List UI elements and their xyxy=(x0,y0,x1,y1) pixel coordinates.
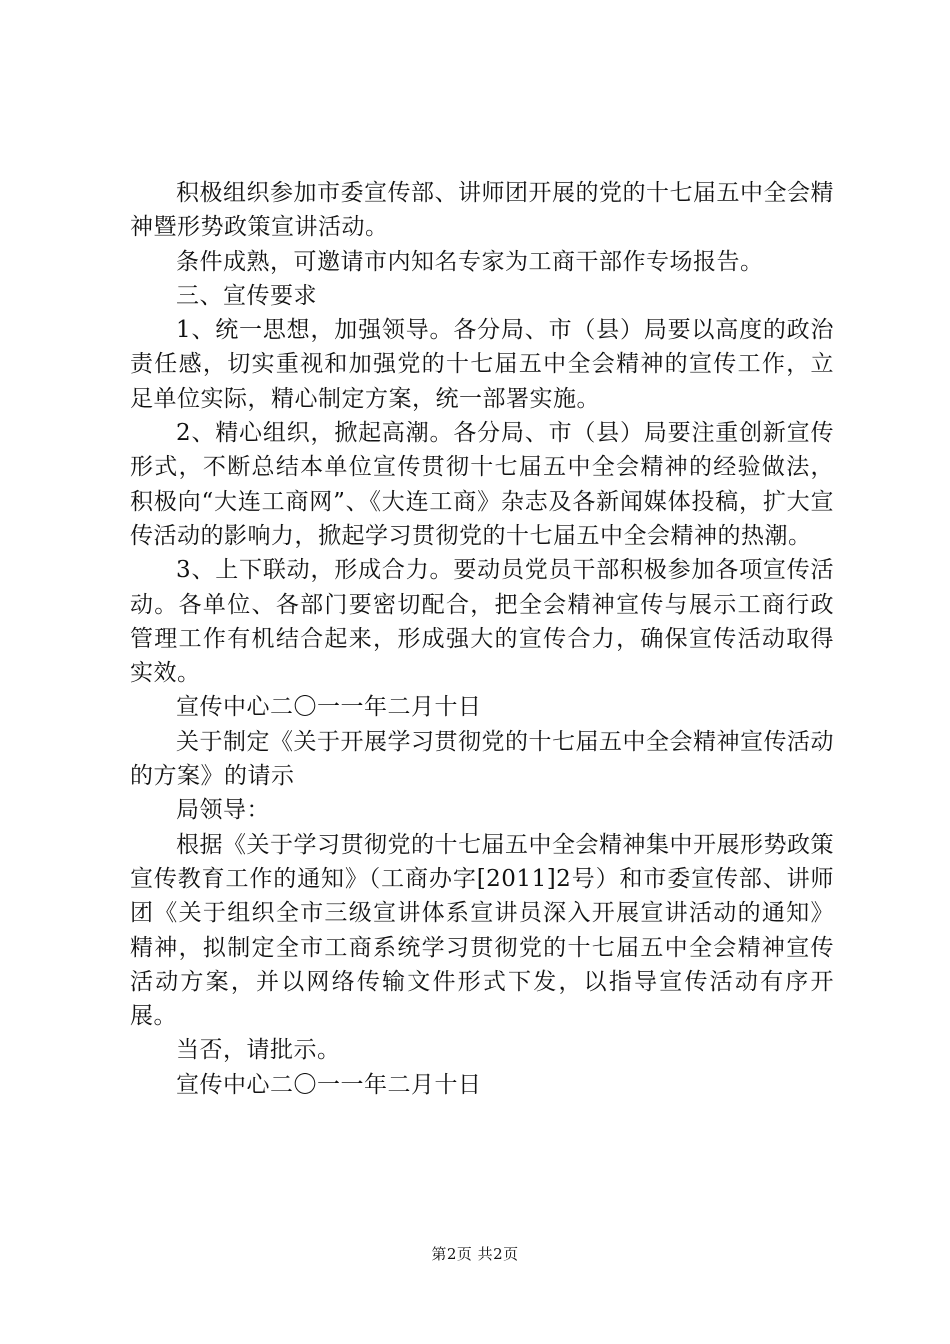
paragraph-requirement-1: 1、统一思想，加强领导。各分局、市（县）局要以高度的政治责任感，切实重视和加强党的十七届五中全会精神的宣传工作，立足单位实际，精心制定方案，统一部署实施。 xyxy=(130,317,834,412)
request-title: 关于制定《关于开展学习贯彻党的十七届五中全会精神宣传活动的方案》的请示 xyxy=(130,728,834,790)
section-heading-requirements: 三、宣传要求 xyxy=(176,282,317,309)
signature-date-2: 宣传中心二〇一一年二月十日 xyxy=(176,1071,482,1098)
paragraph-requirement-2: 2、精心组织，掀起高潮。各分局、市（县）局要注重创新宣传形式，不断总结本单位宣传贯彻十七届五中全会精神的经验做法，积极向“大连工商网”、《大连工商》杂志及各新闻媒体投稿，扩大宣传活动的影响力，掀起学习贯彻党的十七届五中全会精神的热潮。 xyxy=(130,420,834,549)
document-body xyxy=(130,176,834,1102)
page-footer xyxy=(0,1245,950,1263)
signature-date-1: 宣传中心二〇一一年二月十日 xyxy=(176,694,482,721)
paragraph-expert-report: 条件成熟，可邀请市内知名专家为工商干部作专场报告。 xyxy=(176,248,764,275)
paragraph-lecture-activity: 积极组织参加市委宣传部、讲师团开展的党的十七届五中全会精神暨形势政策宣讲活动。 xyxy=(130,180,834,241)
salutation: 局领导： xyxy=(176,797,270,824)
paragraph-requirement-3: 3、上下联动，形成合力。要动员党员干部积极参加各项宣传活动。各单位、各部门要密切配合，把全会精神宣传与展示工商行政管理工作有机结合起来，形成强大的宣传合力，确保宣传活动取得实效。 xyxy=(130,557,834,687)
paragraph-request-body: 根据《关于学习贯彻党的十七届五中全会精神集中开展形势政策宣传教育工作的通知》（工商办字[2011]2号）和市委宣传部、讲师团《关于组织全市三级宣讲体系宣讲员深入开展宣讲活动的通知》精神，拟制定全市工商系统学习贯彻党的十七届五中全会精神宣传活动方案，并以网络传输文件形式下发，以指导宣传活动有序开展。 xyxy=(130,831,834,1030)
paragraph-approval-request: 当否，请批示。 xyxy=(176,1037,341,1064)
page-indicator: 第2页 共2页 xyxy=(431,1245,519,1263)
